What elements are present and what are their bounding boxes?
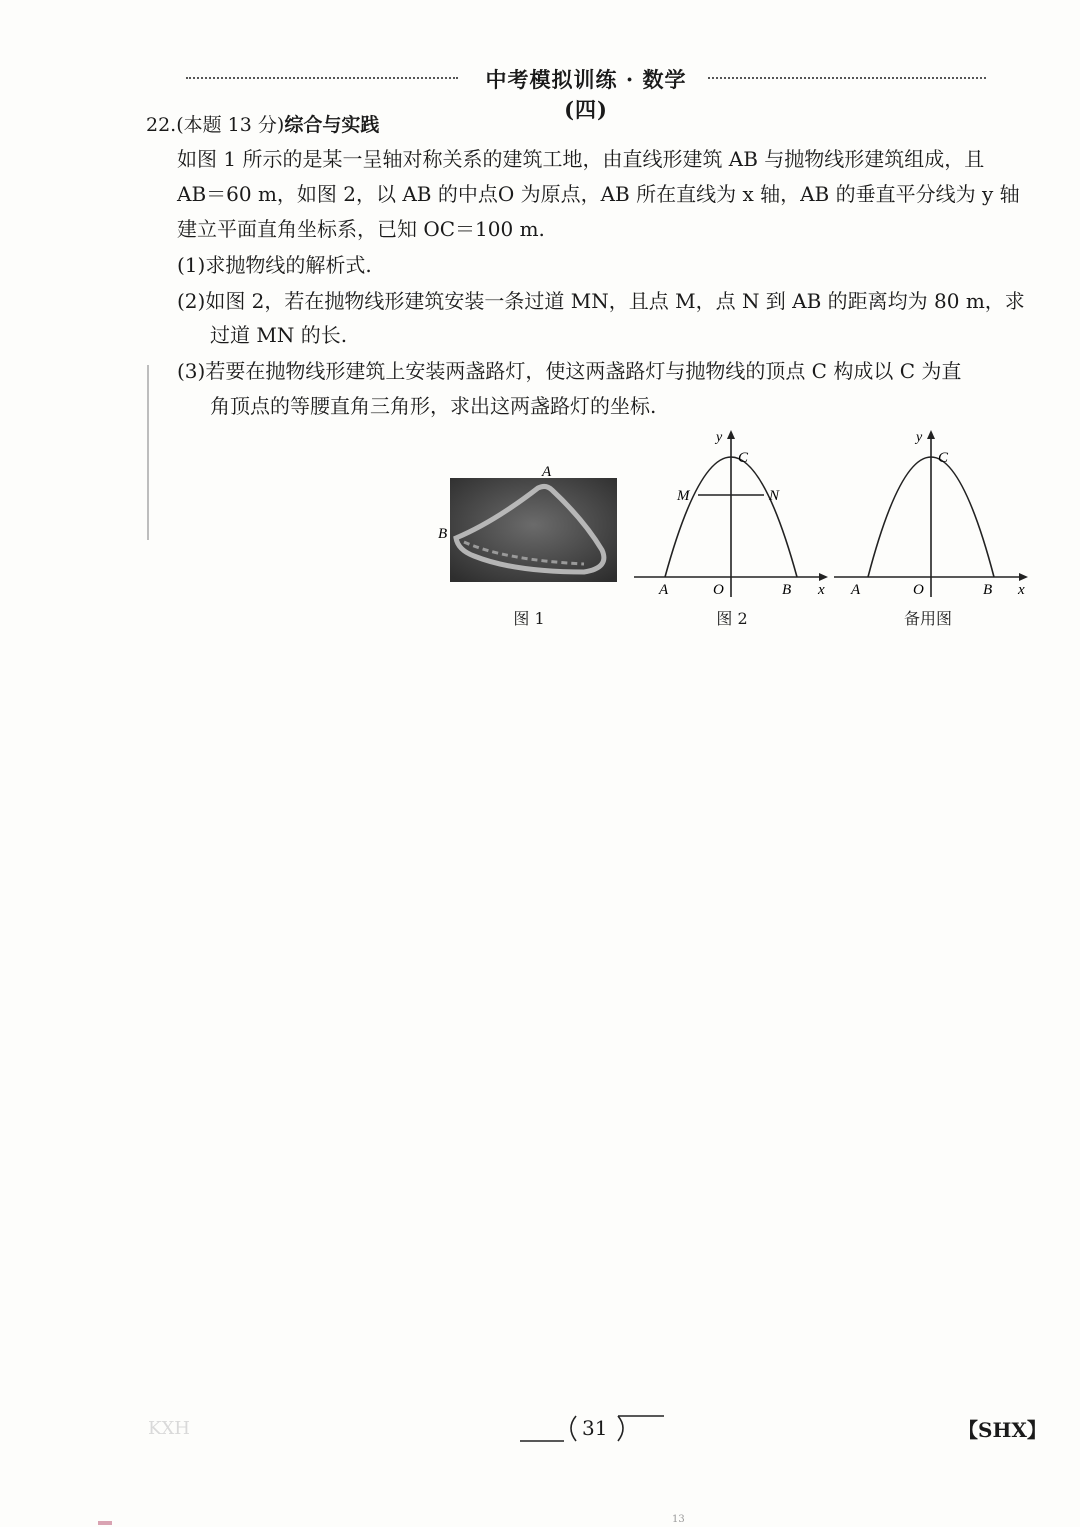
intro-line-2: AB＝60 m，如图 2，以 AB 的中点O 为原点，AB 所在直线为 x 轴，AB 的垂直平分线为 y 轴 (177, 182, 1020, 206)
question-section: 综合与实践 (284, 114, 380, 136)
scan-margin-line (147, 365, 149, 540)
page-number-box (520, 1410, 670, 1446)
fig2-x-arrow (819, 573, 828, 581)
fig3-label-o: O (913, 582, 924, 598)
fig3-label-x: x (1018, 582, 1025, 598)
header-dotted-rule-right (708, 77, 986, 79)
fig2-label-a: A (659, 582, 669, 598)
fig3-x-arrow (1019, 573, 1028, 581)
figure-1-photo (434, 460, 624, 590)
pink-scan-mark (98, 1521, 112, 1525)
fig1-label-b: B (438, 526, 448, 542)
figure-2-svg (630, 425, 840, 605)
fig2-label-o: O (713, 582, 724, 598)
fig2-label-y: y (716, 430, 723, 445)
brand-code: 【SHX】 (958, 1418, 1047, 1442)
part-3-line-2: 角顶点的等腰直角三角形，求出这两盏路灯的坐标. (210, 394, 657, 418)
fig2-label-x: x (818, 582, 825, 598)
part-1: (1)求抛物线的解析式. (177, 253, 372, 277)
fig3-label-c: C (938, 450, 949, 466)
part-2-line-1: (2)如图 2，若在抛物线形建筑安装一条过道 MN，且点 M，点 N 到 AB 的距离均为 80 m，求 (177, 289, 1025, 313)
part-3-line-1: (3)若要在抛物线形建筑上安装两盏路灯，使这两盏路灯与抛物线的顶点 C 构成以 C 为直 (177, 359, 962, 383)
question-number: 22. (146, 114, 177, 136)
intro-line-1: 如图 1 所示的是某一呈轴对称关系的建筑工地，由直线形建筑 AB 与抛物线形建筑组成，且 (177, 147, 985, 171)
figure-2-caption: 图 2 (716, 609, 748, 628)
fig3-label-y: y (916, 430, 923, 445)
fig3-label-a: A (851, 582, 861, 598)
header-dotted-rule-left (186, 77, 458, 79)
figure-3-backup-diagram (830, 425, 1040, 605)
figure-3-svg (830, 425, 1040, 605)
part-2-line-2: 过道 MN 的长. (210, 323, 348, 347)
fig2-y-arrow (727, 430, 735, 439)
question-meta: (本题 13 分) (176, 114, 285, 136)
intro-line-3: 建立平面直角坐标系，已知 OC＝100 m. (177, 217, 545, 241)
fig3-y-arrow (927, 430, 935, 439)
fig2-label-m: M (677, 488, 690, 504)
question-heading (146, 110, 379, 137)
fig3-label-b: B (983, 582, 993, 598)
figure-1-svg (434, 460, 624, 590)
figure-2-diagram (630, 425, 840, 605)
header-title: 中考模拟训练 · 数学(四) (485, 67, 687, 122)
figure-3-caption: 备用图 (903, 609, 952, 628)
page-number: 31 (582, 1416, 608, 1440)
fig2-label-n: N (769, 488, 780, 504)
fig2-label-b: B (782, 582, 792, 598)
fig1-label-a: A (542, 464, 552, 480)
figure-1-caption: 图 1 (513, 609, 545, 628)
faint-scan-text: KXH (148, 1418, 190, 1439)
page-header (186, 64, 986, 122)
fig2-label-c: C (738, 450, 749, 466)
tiny-scan-mark: 13 (672, 1514, 685, 1525)
